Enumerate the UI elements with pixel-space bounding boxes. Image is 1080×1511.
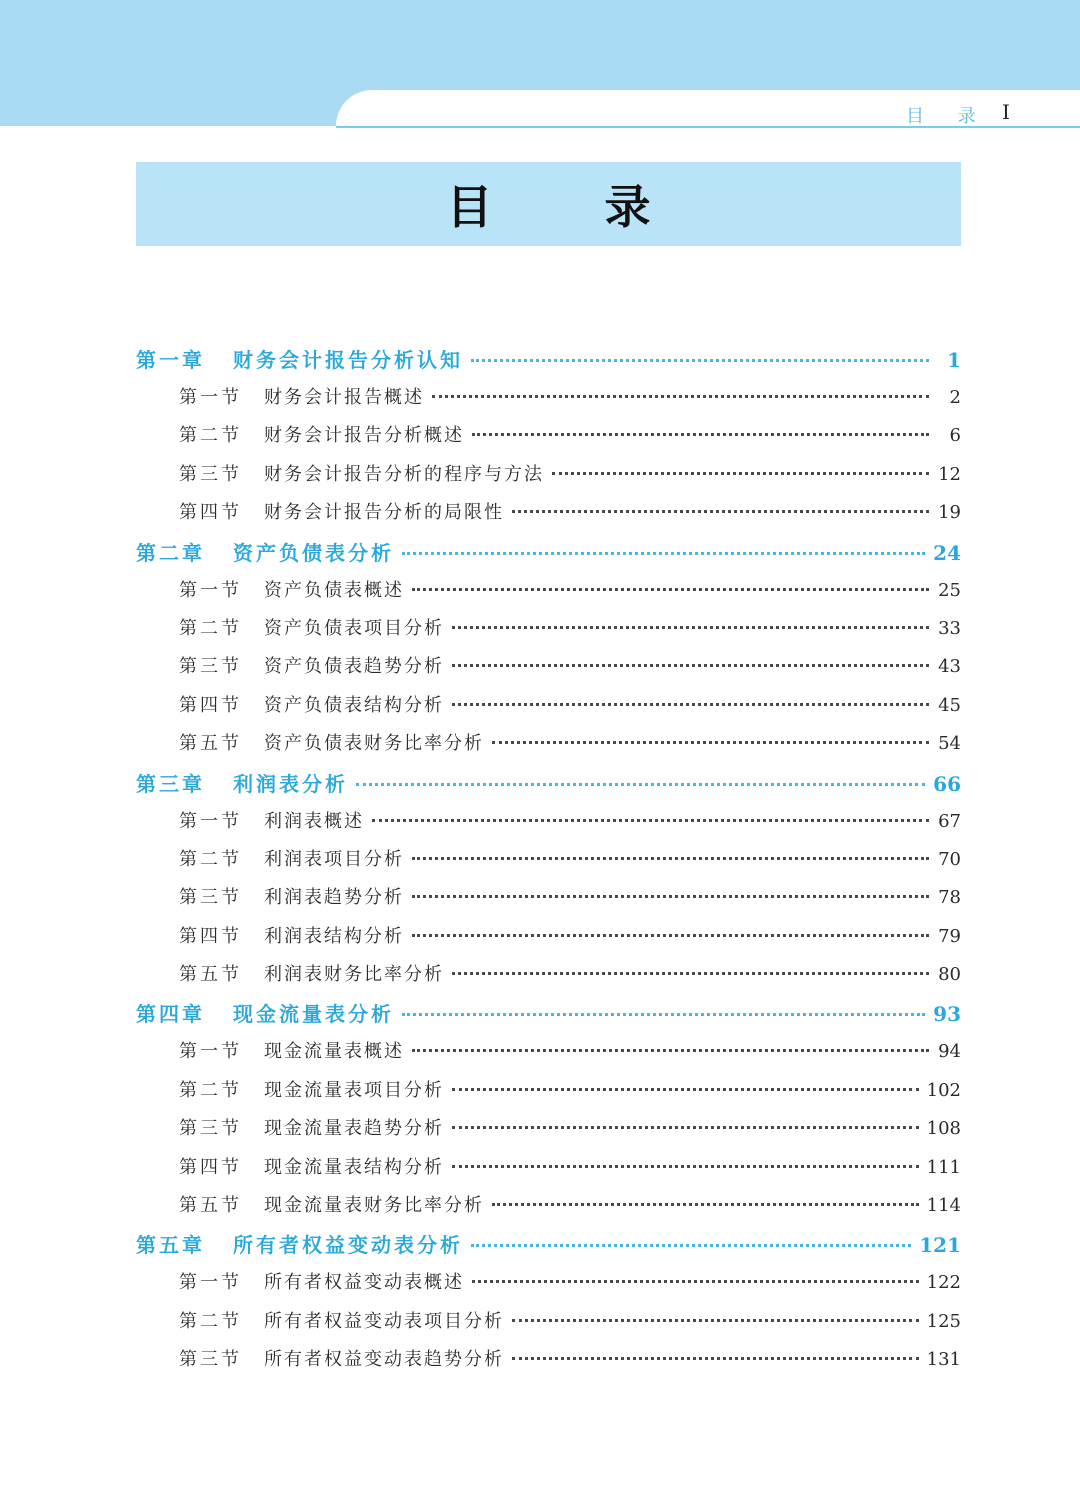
dot-leader — [471, 1243, 911, 1247]
section-number: 第一节 — [179, 810, 242, 832]
section-page-number: 33 — [938, 617, 961, 639]
dot-leader — [402, 551, 925, 555]
toc-section-row[interactable] — [136, 498, 961, 536]
toc-section-row[interactable] — [136, 960, 961, 998]
dot-leader — [412, 894, 929, 898]
section-title: 财务会计报告分析的程序与方法 — [264, 463, 544, 485]
dot-leader — [512, 509, 929, 513]
section-title: 资产负债表结构分析 — [264, 694, 444, 716]
section-page-number: 102 — [926, 1079, 961, 1101]
section-page-number: 25 — [938, 579, 961, 601]
toc-section-row[interactable] — [136, 1037, 961, 1075]
toc-section-row[interactable] — [136, 576, 961, 614]
section-number: 第四节 — [179, 694, 242, 716]
section-page-number: 80 — [938, 964, 961, 986]
chapter-page-number: 93 — [933, 1002, 961, 1027]
dot-leader — [432, 394, 929, 398]
toc-chapter-row[interactable] — [136, 768, 961, 807]
table-of-contents — [136, 344, 961, 1384]
toc-section-row[interactable] — [136, 460, 961, 498]
toc-section-row[interactable] — [136, 614, 961, 652]
section-number: 第四节 — [179, 502, 242, 524]
section-number: 第二节 — [179, 1310, 242, 1332]
section-number: 第二节 — [179, 425, 242, 447]
section-title: 现金流量表结构分析 — [264, 1156, 444, 1178]
dot-leader — [452, 971, 929, 975]
section-page-number: 12 — [938, 463, 961, 485]
toc-section-row[interactable] — [136, 652, 961, 690]
chapter-number: 第三章 — [136, 771, 205, 796]
dot-leader — [372, 818, 929, 822]
section-title: 现金流量表概述 — [264, 1041, 404, 1063]
section-title: 现金流量表项目分析 — [264, 1079, 444, 1101]
section-title: 现金流量表财务比率分析 — [264, 1195, 484, 1217]
section-page-number: 19 — [938, 502, 961, 524]
chapter-page-number: 1 — [947, 348, 961, 372]
toc-section-row[interactable] — [136, 807, 961, 845]
dot-leader — [492, 1202, 919, 1206]
section-page-number: 108 — [926, 1118, 961, 1140]
chapter-number: 第二章 — [136, 540, 205, 565]
dot-leader — [472, 432, 929, 436]
section-title: 利润表财务比率分析 — [264, 964, 444, 986]
dot-leader — [471, 358, 929, 362]
toc-section-row[interactable] — [136, 1307, 961, 1345]
section-page-number: 111 — [926, 1156, 961, 1178]
dot-leader — [512, 1318, 919, 1322]
dot-leader — [452, 625, 929, 629]
section-page-number: 125 — [926, 1310, 961, 1332]
dot-leader — [412, 856, 929, 860]
section-number: 第三节 — [179, 656, 242, 678]
toc-chapter-row[interactable] — [136, 344, 961, 383]
chapter-number: 第五章 — [136, 1233, 205, 1258]
dot-leader — [512, 1356, 919, 1360]
section-page-number: 122 — [926, 1272, 961, 1294]
toc-section-row[interactable] — [136, 1076, 961, 1114]
toc-section-row[interactable] — [136, 1345, 961, 1383]
toc-chapter-row[interactable] — [136, 1229, 961, 1268]
dot-leader — [402, 1012, 925, 1016]
toc-section-row[interactable] — [136, 691, 961, 729]
section-number: 第三节 — [179, 463, 242, 485]
section-page-number: 2 — [949, 387, 961, 408]
dot-leader — [492, 740, 929, 744]
chapter-number: 第一章 — [136, 348, 205, 372]
dot-leader — [412, 1048, 929, 1052]
section-page-number: 67 — [938, 810, 961, 832]
section-number: 第二节 — [179, 617, 242, 639]
section-page-number: 94 — [938, 1041, 961, 1063]
section-number: 第二节 — [179, 848, 242, 870]
chapter-number: 第四章 — [136, 1002, 205, 1027]
section-number: 第四节 — [179, 1156, 242, 1178]
toc-section-row[interactable] — [136, 421, 961, 459]
toc-section-row[interactable] — [136, 1268, 961, 1306]
dot-leader — [356, 782, 925, 786]
section-page-number: 78 — [938, 887, 961, 909]
section-title: 资产负债表财务比率分析 — [264, 733, 484, 755]
dot-leader — [472, 1279, 919, 1283]
section-title: 财务会计报告概述 — [264, 387, 424, 408]
chapter-page-number: 24 — [933, 540, 961, 565]
title-box — [136, 162, 961, 246]
chapter-page-number: 121 — [919, 1233, 961, 1258]
chapter-title: 现金流量表分析 — [233, 1002, 394, 1027]
section-number: 第一节 — [179, 579, 242, 601]
toc-section-row[interactable] — [136, 1114, 961, 1152]
section-number: 第三节 — [179, 1349, 242, 1371]
toc-chapter-row[interactable] — [136, 998, 961, 1037]
section-page-number: 79 — [938, 925, 961, 947]
dot-leader — [412, 933, 929, 937]
section-title: 所有者权益变动表概述 — [264, 1272, 464, 1294]
dot-leader — [552, 471, 929, 475]
section-title: 现金流量表趋势分析 — [264, 1118, 444, 1140]
section-page-number: 43 — [938, 656, 961, 678]
section-number: 第四节 — [179, 925, 242, 947]
toc-section-row[interactable] — [136, 1153, 961, 1191]
dot-leader — [452, 1125, 919, 1129]
chapter-title: 资产负债表分析 — [233, 540, 394, 565]
chapter-page-number: 66 — [933, 771, 961, 796]
section-title: 所有者权益变动表趋势分析 — [264, 1349, 504, 1371]
section-page-number: 6 — [949, 425, 961, 447]
chapter-title: 财务会计报告分析认知 — [233, 348, 463, 372]
section-title: 所有者权益变动表项目分析 — [264, 1310, 504, 1332]
section-title: 财务会计报告分析的局限性 — [264, 502, 504, 524]
toc-chapter-row[interactable] — [136, 537, 961, 576]
section-number: 第三节 — [179, 1118, 242, 1140]
section-page-number: 131 — [926, 1349, 961, 1371]
section-title: 利润表趋势分析 — [264, 887, 404, 909]
section-page-number: 45 — [938, 694, 961, 716]
toc-section-row[interactable] — [136, 1191, 961, 1229]
dot-leader — [452, 1087, 919, 1091]
section-number: 第一节 — [179, 1272, 242, 1294]
toc-section-row[interactable] — [136, 922, 961, 960]
section-title: 资产负债表趋势分析 — [264, 656, 444, 678]
dot-leader — [452, 702, 929, 706]
toc-section-row[interactable] — [136, 845, 961, 883]
page-number: I — [1002, 100, 1010, 124]
dot-leader — [452, 1164, 919, 1168]
section-page-number: 70 — [938, 848, 961, 870]
dot-leader — [452, 663, 929, 667]
section-number: 第二节 — [179, 1079, 242, 1101]
page-title: 目 录 — [446, 180, 699, 234]
section-number: 第一节 — [179, 387, 242, 408]
running-header-label: 目 录 — [906, 106, 990, 127]
section-number: 第三节 — [179, 887, 242, 909]
section-title: 利润表项目分析 — [264, 848, 404, 870]
section-number: 第五节 — [179, 964, 242, 986]
toc-section-row[interactable] — [136, 383, 961, 421]
section-number: 第五节 — [179, 733, 242, 755]
section-title: 利润表结构分析 — [264, 925, 404, 947]
toc-section-row[interactable] — [136, 729, 961, 767]
section-number: 第一节 — [179, 1041, 242, 1063]
dot-leader — [412, 587, 929, 591]
chapter-title: 所有者权益变动表分析 — [233, 1233, 463, 1258]
chapter-title: 利润表分析 — [233, 771, 348, 796]
section-number: 第五节 — [179, 1195, 242, 1217]
section-title: 资产负债表概述 — [264, 579, 404, 601]
toc-section-row[interactable] — [136, 883, 961, 921]
section-title: 资产负债表项目分析 — [264, 617, 444, 639]
section-title: 财务会计报告分析概述 — [264, 425, 464, 447]
section-title: 利润表概述 — [264, 810, 364, 832]
section-page-number: 114 — [926, 1195, 961, 1217]
section-page-number: 54 — [938, 733, 961, 755]
